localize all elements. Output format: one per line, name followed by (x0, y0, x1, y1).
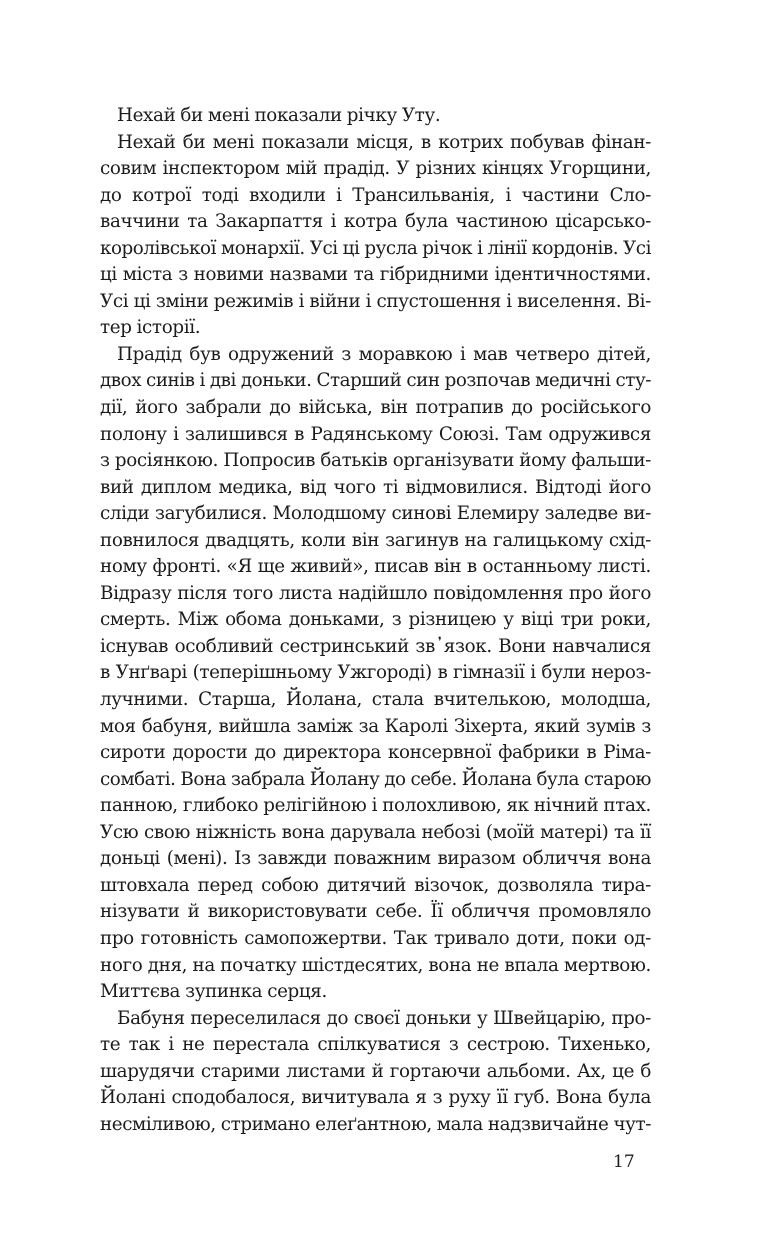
paragraph-line: королівської монархії. Усі ці русла річок і лінії кордонів. Усі (100, 237, 651, 259)
paragraph-line: Відразу після того листа надійшло повідомлення про його (100, 582, 651, 604)
paragraph-line: Нехай би мені показали місця, в котрих побував фінан- (117, 131, 651, 153)
paragraph-line: смерть. Між обома доньками, з різницею у віці три роки, (100, 609, 651, 631)
paragraph-line: Нехай би мені показали річку Уту. (117, 105, 441, 126)
paragraph-line: моя бабуня, вийшла заміж за Каролі Зіхерта, який зумів з (100, 715, 651, 737)
paragraph-line: повнилося двадцять, коли він загинув на галицькому схід- (100, 529, 651, 551)
paragraph-line: сліди загубилися. Молодшому синові Елемиру заледве ви- (100, 503, 651, 525)
paragraph-line: несміливою, стримано елеґантною, мала надзвичайне чут- (100, 1113, 651, 1135)
paragraph-line: нізувати й використовувати себе. Її обличчя промовляло (100, 901, 651, 923)
paragraph-line: Йолані сподобалося, вичитувала я з руху її губ. Вона була (100, 1087, 651, 1109)
paragraph-line: доньці (мені). Із завжди поважним виразом обличчя вона (100, 848, 651, 870)
paragraph-line: лучними. Старша, Йолана, стала вчителькою, молодша, (100, 689, 651, 711)
paragraph-line: сомбаті. Вона забрала Йолану до себе. Йолана була старою (100, 768, 651, 790)
paragraph-line: тер історії. (100, 317, 201, 339)
body-text (100, 103, 651, 1138)
paragraph-line: до котрої тоді входили і Трансильванія, і частини Сло- (100, 184, 651, 206)
paragraph-line: Усю свою ніжність вона дарувала небозі (моїй матері) та її (100, 821, 651, 843)
paragraph-line: з росіянкою. Попросив батьків організувати йому фальши- (100, 450, 651, 472)
paragraph-line: сироти дорости до директора консервної фабрики в Ріма- (100, 742, 651, 764)
paragraph-line: ному фронті. «Я ще живий», писав він в останньому листі. (100, 556, 651, 578)
paragraph-line: існував особливий сестринський зв᾽язок. Вони навчалися (100, 635, 651, 657)
paragraph-line: совим інспектором мій прадід. У різних кінцях Угорщини, (100, 158, 651, 180)
paragraph-line: те так і не перестала спілкуватися з сестрою. Тихенько, (100, 1034, 651, 1056)
paragraph-line: ваччини та Закарпаття і котра була частиною цісарсько- (100, 211, 651, 233)
paragraph-line: про готовність самопожертви. Так тривало доти, поки од- (100, 927, 651, 949)
paragraph-line: Усі ці зміни режимів і війни і спустошення і виселення. Ві- (100, 290, 651, 312)
paragraph-line: Бабуня переселилася до своєї доньки у Швейцарію, про- (117, 1007, 651, 1029)
paragraph-line: штовхала перед собою дитячий візочок, дозволяла тира- (100, 874, 651, 896)
paragraph-line: ного дня, на початку шістдесятих, вона не впала мертвою. (100, 954, 651, 976)
paragraph-line: полону і залишився в Радянському Союзі. Там одружився (100, 423, 651, 445)
paragraph-line: дії, його забрали до війська, він потрапив до російського (100, 397, 651, 419)
paragraph-line: Миттєва зупинка серця. (100, 981, 327, 1003)
paragraph-line: Прадід був одружений з моравкою і мав четверо дітей, (117, 343, 651, 365)
paragraph-line: панною, глибоко релігійною і полохливою, як нічний птах. (100, 795, 651, 817)
paragraph-line: ці міста з новими назвами та гібридними ідентичностями. (100, 264, 651, 286)
paragraph-line: в Унґварі (теперішньому Ужгороді) в гімназії і були нероз- (100, 662, 651, 684)
paragraph-line: вий диплом медика, від чого ті відмовилися. Відтоді його (100, 476, 651, 498)
paragraph-line: шарудячи старими листами й гортаючи альбоми. Ах, це б (100, 1060, 651, 1082)
paragraph-line: двох синів і дві доньки. Старший син розпочав медичні сту- (100, 370, 651, 392)
page-number: 17 (613, 1152, 635, 1172)
